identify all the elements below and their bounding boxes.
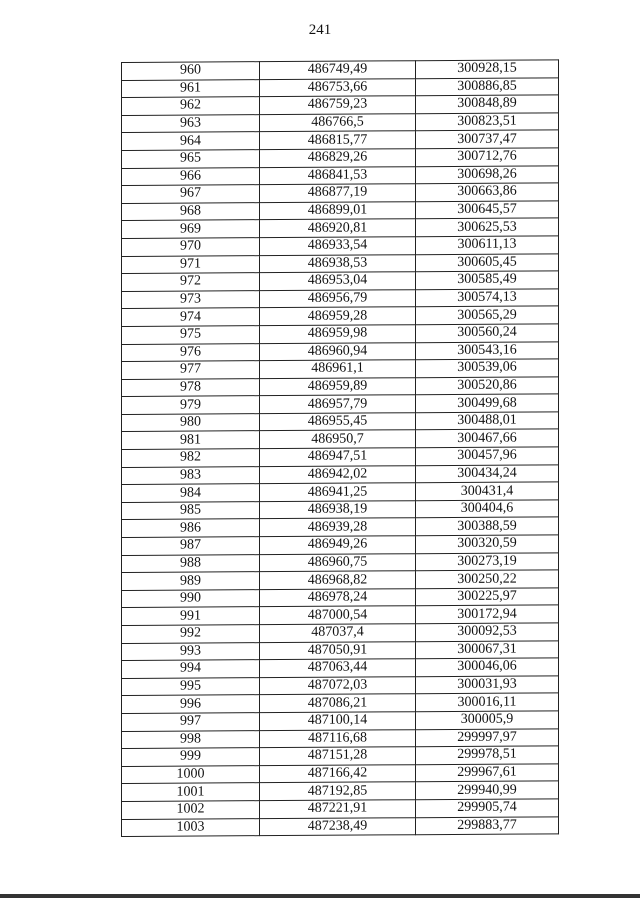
x-coordinate-cell: 487192,85 [260, 782, 416, 801]
y-coordinate-cell: 300320,59 [416, 535, 559, 553]
x-coordinate-cell: 487000,54 [260, 606, 416, 625]
point-number-cell: 963 [122, 114, 260, 132]
x-coordinate-cell: 486841,53 [260, 166, 416, 185]
y-coordinate-cell: 300457,96 [416, 447, 559, 465]
y-coordinate-cell: 300031,93 [416, 676, 559, 694]
y-coordinate-cell: 299883,77 [416, 816, 559, 834]
y-coordinate-cell: 300273,19 [416, 552, 559, 570]
x-coordinate-cell: 487166,42 [260, 764, 416, 783]
y-coordinate-cell: 300067,31 [416, 640, 559, 658]
x-coordinate-cell: 486960,94 [260, 342, 416, 361]
y-coordinate-cell: 300698,26 [416, 165, 559, 183]
x-coordinate-cell: 486959,89 [260, 377, 416, 396]
x-coordinate-cell: 487086,21 [260, 694, 416, 713]
y-coordinate-cell: 300611,13 [416, 236, 559, 254]
x-coordinate-cell: 487151,28 [260, 747, 416, 766]
point-number-cell: 990 [122, 589, 260, 607]
point-number-cell: 967 [122, 185, 260, 203]
x-coordinate-cell: 486815,77 [260, 131, 416, 150]
x-coordinate-cell: 486968,82 [260, 571, 416, 590]
coordinates-table-body [122, 60, 559, 837]
y-coordinate-cell: 300046,06 [416, 658, 559, 676]
y-coordinate-cell: 300016,11 [416, 693, 559, 711]
y-coordinate-cell: 300404,6 [416, 500, 559, 518]
y-coordinate-cell: 299905,74 [416, 799, 559, 817]
x-coordinate-cell: 486938,53 [260, 254, 416, 273]
point-number-cell: 996 [122, 695, 260, 713]
point-number-cell: 962 [122, 97, 260, 115]
y-coordinate-cell: 300092,53 [416, 623, 559, 641]
x-coordinate-cell: 487063,44 [260, 659, 416, 678]
x-coordinate-cell: 487100,14 [260, 712, 416, 731]
page-number: 241 [308, 22, 332, 38]
scan-edge [0, 894, 640, 898]
y-coordinate-cell: 300823,51 [416, 113, 559, 131]
point-number-cell: 998 [122, 730, 260, 748]
point-number-cell: 978 [122, 378, 260, 396]
point-number-cell: 983 [122, 466, 260, 484]
y-coordinate-cell: 300539,06 [416, 359, 559, 377]
x-coordinate-cell: 486947,51 [260, 448, 416, 467]
x-coordinate-cell: 486920,81 [260, 219, 416, 238]
point-number-cell: 989 [122, 572, 260, 590]
x-coordinate-cell: 486978,24 [260, 589, 416, 608]
point-number-cell: 972 [122, 273, 260, 291]
point-number-cell: 961 [122, 79, 260, 97]
point-number-cell: 985 [122, 501, 260, 519]
table-row [122, 816, 559, 836]
y-coordinate-cell: 300520,86 [416, 377, 559, 395]
x-coordinate-cell: 486959,98 [260, 325, 416, 344]
y-coordinate-cell: 300225,97 [416, 588, 559, 606]
x-coordinate-cell: 486938,19 [260, 501, 416, 520]
point-number-cell: 1002 [122, 801, 260, 819]
x-coordinate-cell: 486766,5 [260, 113, 416, 132]
point-number-cell: 982 [122, 449, 260, 467]
point-number-cell: 971 [122, 255, 260, 273]
y-coordinate-cell: 300663,86 [416, 183, 559, 201]
y-coordinate-cell: 300431,4 [416, 482, 559, 500]
point-number-cell: 960 [122, 62, 260, 80]
y-coordinate-cell: 300388,59 [416, 517, 559, 535]
y-coordinate-cell: 300250,22 [416, 570, 559, 588]
y-coordinate-cell: 300645,57 [416, 201, 559, 219]
y-coordinate-cell: 300005,9 [416, 711, 559, 729]
point-number-cell: 994 [122, 660, 260, 678]
point-number-cell: 974 [122, 308, 260, 326]
point-number-cell: 980 [122, 414, 260, 432]
y-coordinate-cell: 299940,99 [416, 781, 559, 799]
point-number-cell: 993 [122, 642, 260, 660]
point-number-cell: 1000 [122, 765, 260, 783]
point-number-cell: 977 [122, 361, 260, 379]
point-number-cell: 965 [122, 150, 260, 168]
x-coordinate-cell: 486961,1 [260, 360, 416, 379]
point-number-cell: 981 [122, 431, 260, 449]
x-coordinate-cell: 486877,19 [260, 184, 416, 203]
y-coordinate-cell: 300928,15 [416, 60, 559, 78]
x-coordinate-cell: 486955,45 [260, 413, 416, 432]
x-coordinate-cell: 486941,25 [260, 483, 416, 502]
x-coordinate-cell: 486956,79 [260, 289, 416, 308]
point-number-cell: 968 [122, 202, 260, 220]
x-coordinate-cell: 486959,28 [260, 307, 416, 326]
y-coordinate-cell: 300605,45 [416, 253, 559, 271]
x-coordinate-cell: 486933,54 [260, 237, 416, 256]
x-coordinate-cell: 486960,75 [260, 553, 416, 572]
point-number-cell: 970 [122, 238, 260, 256]
x-coordinate-cell: 486950,7 [260, 430, 416, 449]
x-coordinate-cell: 486829,26 [260, 149, 416, 168]
x-coordinate-cell: 486753,66 [260, 78, 416, 97]
coordinates-table [121, 59, 559, 837]
y-coordinate-cell: 300172,94 [416, 605, 559, 623]
x-coordinate-cell: 486899,01 [260, 201, 416, 220]
point-number-cell: 1003 [122, 818, 260, 836]
x-coordinate-cell: 487050,91 [260, 641, 416, 660]
y-coordinate-cell: 300543,16 [416, 341, 559, 359]
y-coordinate-cell: 300848,89 [416, 95, 559, 113]
x-coordinate-cell: 487116,68 [260, 729, 416, 748]
x-coordinate-cell: 486949,26 [260, 536, 416, 555]
x-coordinate-cell: 487238,49 [260, 817, 416, 836]
y-coordinate-cell: 300499,68 [416, 394, 559, 412]
point-number-cell: 995 [122, 677, 260, 695]
y-coordinate-cell: 299978,51 [416, 746, 559, 764]
point-number-cell: 991 [122, 607, 260, 625]
y-coordinate-cell: 300625,53 [416, 218, 559, 236]
point-number-cell: 975 [122, 326, 260, 344]
x-coordinate-cell: 486957,79 [260, 395, 416, 414]
x-coordinate-cell: 486749,49 [260, 61, 416, 80]
point-number-cell: 984 [122, 484, 260, 502]
point-number-cell: 964 [122, 132, 260, 150]
point-number-cell: 997 [122, 713, 260, 731]
x-coordinate-cell: 486939,28 [260, 518, 416, 537]
y-coordinate-cell: 299967,61 [416, 764, 559, 782]
x-coordinate-cell: 487221,91 [260, 800, 416, 819]
point-number-cell: 966 [122, 167, 260, 185]
x-coordinate-cell: 487037,4 [260, 624, 416, 643]
x-coordinate-cell: 486942,02 [260, 465, 416, 484]
x-coordinate-cell: 486759,23 [260, 96, 416, 115]
point-number-cell: 987 [122, 537, 260, 555]
y-coordinate-cell: 300886,85 [416, 77, 559, 95]
point-number-cell: 999 [122, 748, 260, 766]
y-coordinate-cell: 300467,66 [416, 429, 559, 447]
point-number-cell: 969 [122, 220, 260, 238]
y-coordinate-cell: 300560,24 [416, 324, 559, 342]
point-number-cell: 976 [122, 343, 260, 361]
y-coordinate-cell: 300585,49 [416, 271, 559, 289]
y-coordinate-cell: 300712,76 [416, 148, 559, 166]
y-coordinate-cell: 300737,47 [416, 130, 559, 148]
point-number-cell: 992 [122, 625, 260, 643]
y-coordinate-cell: 300565,29 [416, 306, 559, 324]
y-coordinate-cell: 300488,01 [416, 412, 559, 430]
point-number-cell: 973 [122, 290, 260, 308]
x-coordinate-cell: 487072,03 [260, 676, 416, 695]
y-coordinate-cell: 299997,97 [416, 728, 559, 746]
point-number-cell: 1001 [122, 783, 260, 801]
y-coordinate-cell: 300434,24 [416, 464, 559, 482]
point-number-cell: 988 [122, 554, 260, 572]
y-coordinate-cell: 300574,13 [416, 289, 559, 307]
point-number-cell: 979 [122, 396, 260, 414]
point-number-cell: 986 [122, 519, 260, 537]
x-coordinate-cell: 486953,04 [260, 272, 416, 291]
